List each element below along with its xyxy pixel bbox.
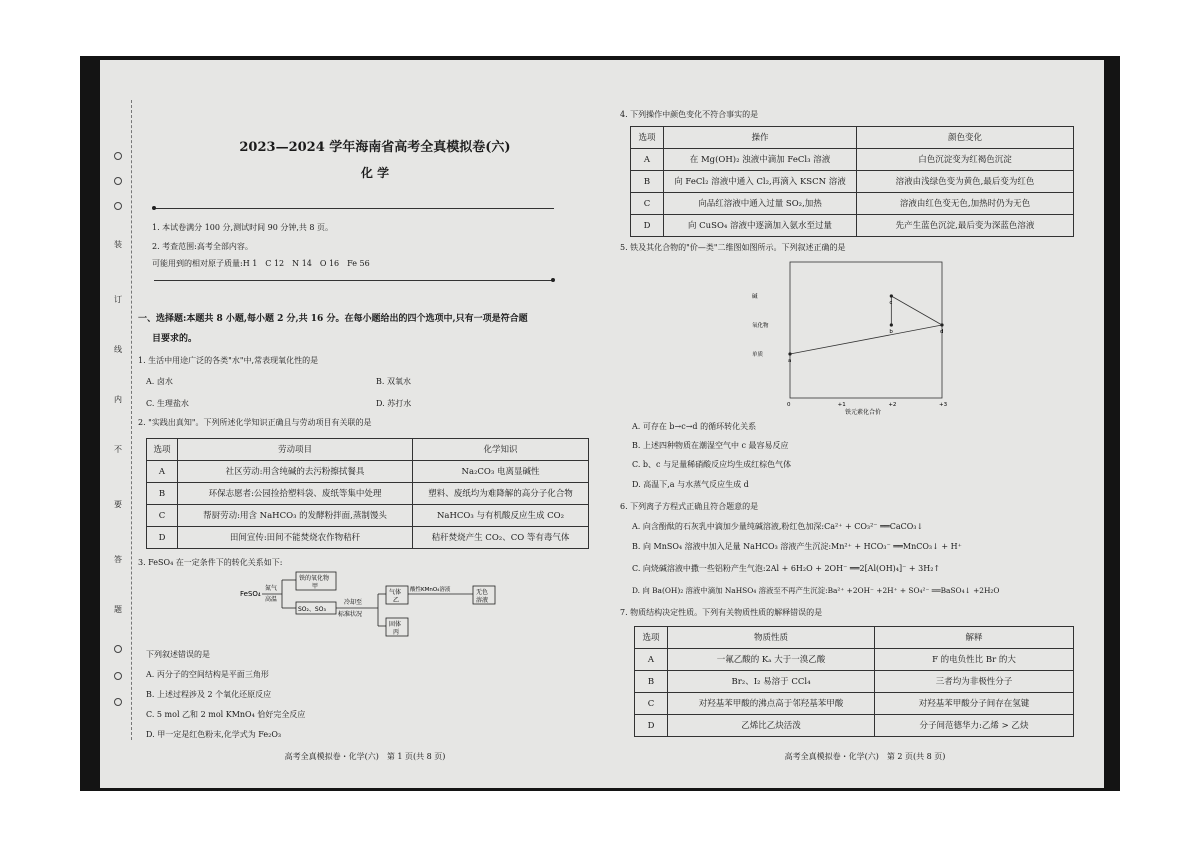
flow-box3-label: 气体	[389, 589, 402, 596]
note-1: 1. 本试卷满分 100 分,测试时间 90 分钟,共 8 页。	[152, 223, 334, 232]
q3-option-d: D. 甲一定是红色粉末,化学式为 Fe₂O₃	[146, 730, 282, 739]
table-row	[635, 671, 1074, 693]
binding-char: 内	[114, 395, 122, 404]
chart-point-label: b	[889, 329, 893, 335]
table-cell: C	[631, 193, 664, 215]
chart-y-tick-label: 氧化物	[752, 323, 769, 329]
table-header-row	[635, 627, 1074, 649]
flow-cond3: 酸性KMnO₄溶液	[410, 587, 451, 593]
q5-stem: 5. 铁及其化合物的"价—类"二维图如图所示。下列叙述正确的是	[620, 243, 846, 252]
table-header: 选项	[147, 439, 178, 461]
notes-dot	[551, 278, 555, 282]
q6-option-c: C. 向烧碱溶液中撒一些铝粉产生气泡:2Al + 6H₂O + 2OH⁻ ══2[Al(OH)₄]⁻ + 3H₂↑	[632, 564, 941, 573]
flow-box4-label: 无色	[476, 589, 489, 596]
table-cell: D	[635, 715, 668, 737]
flow-box1-label: 铁的氧化物	[299, 575, 330, 582]
q5-option-c: C. b、c 与足量稀硝酸反应均生成红棕色气体	[632, 460, 792, 469]
table-row	[631, 193, 1074, 215]
table-cell: 环保志愿者:公园捡拾塑料袋、废纸等集中处理	[178, 483, 413, 505]
binding-hole	[114, 152, 122, 160]
table-cell: 帮厨劳动:用含 NaHCO₃ 的发酵粉拌面,蒸制馒头	[178, 505, 413, 527]
table-row	[631, 215, 1074, 237]
chart-y-tick-label: 单质	[752, 352, 764, 358]
table-row	[635, 649, 1074, 671]
section-heading-cont: 目要求的。	[152, 334, 198, 344]
q5-option-b: B. 上述四种物质在潮湿空气中 c 最容易反应	[632, 441, 789, 450]
binding-line	[131, 100, 132, 740]
table-header: 化学知识	[413, 439, 589, 461]
q6-option-a: A. 向含酚酞的石灰乳中滴加少量纯碱溶液,粉红色加深:Ca²⁺ + CO₃²⁻ ══CaCO₃↓	[632, 522, 924, 531]
chart-link-line	[790, 325, 942, 354]
table-header: 劳动项目	[178, 439, 413, 461]
table-cell: 田间宣传:田间不能焚烧农作物秸秆	[178, 527, 413, 549]
table-row	[635, 715, 1074, 737]
flow-cond1: 氮气	[265, 585, 278, 592]
chart-point-a	[788, 352, 791, 355]
table-cell: D	[147, 527, 178, 549]
exam-sheet	[100, 60, 1104, 788]
binding-char: 订	[114, 295, 122, 304]
q1-option-d: D. 苏打水	[376, 399, 412, 408]
table-cell: D	[631, 215, 664, 237]
notes-dot	[152, 206, 156, 210]
exam-title: 2023—2024 学年海南省高考全真模拟卷(六)	[239, 140, 511, 155]
q4-table	[630, 126, 1074, 237]
chart-point-label: c	[889, 300, 893, 306]
q1-options	[146, 399, 411, 409]
table-cell: F 的电负性比 Br 的大	[875, 649, 1074, 671]
section-heading: 一、选择题:本题共 8 小题,每小题 2 分,共 16 分。在每小题给出的四个选项中,只有一项是符合题	[138, 314, 528, 324]
table-row	[631, 171, 1074, 193]
table-header-row	[631, 127, 1074, 149]
binding-hole	[114, 177, 122, 185]
q3-option-b: B. 上述过程涉及 2 个氧化还原反应	[146, 690, 272, 699]
table-cell: A	[631, 149, 664, 171]
table-cell: A	[147, 461, 178, 483]
table-cell: 三者均为非极性分子	[875, 671, 1074, 693]
chart-point-label: a	[788, 358, 792, 364]
q5-valence-class-chart	[750, 256, 955, 416]
table-cell: 对羟基苯甲酸分子间存在氢键	[875, 693, 1074, 715]
table-header-row	[147, 439, 589, 461]
table-header: 颜色变化	[857, 127, 1074, 149]
table-cell: B	[631, 171, 664, 193]
footer-right: 高考全真模拟卷・化学(六) 第 2 页(共 8 页)	[784, 752, 946, 761]
chart-x-tick-label: +3	[939, 402, 948, 408]
binding-hole	[114, 202, 122, 210]
table-cell: C	[635, 693, 668, 715]
q4-stem: 4. 下列操作中颜色变化不符合事实的是	[620, 110, 759, 119]
table-cell: 先产生蓝色沉淀,最后变为深蓝色溶液	[857, 215, 1074, 237]
table-header: 物质性质	[668, 627, 875, 649]
table-header: 解释	[875, 627, 1074, 649]
binding-hole	[114, 645, 122, 653]
q1-option-a: A. 卤水	[146, 377, 173, 386]
table-header: 选项	[635, 627, 668, 649]
chart-point-d	[940, 323, 943, 326]
chart-x-tick-label: +1	[837, 402, 846, 408]
table-cell: 向品红溶液中通入过量 SO₂,加热	[664, 193, 857, 215]
q7-table	[634, 626, 1074, 737]
flow-box1-sub: 甲	[312, 583, 319, 590]
q3-option-c: C. 5 mol 乙和 2 mol KMnO₄ 恰好完全反应	[146, 710, 306, 719]
q7-stem: 7. 物质结构决定性质。下列有关物质性质的解释错误的是	[620, 608, 823, 617]
table-row	[631, 149, 1074, 171]
note-2: 2. 考查范围:高考全部内容。	[152, 242, 253, 251]
q1-stem: 1. 生活中用途广泛的各类"水"中,常表现氧化性的是	[138, 356, 319, 365]
chart-point-b	[890, 323, 893, 326]
table-cell: NaHCO₃ 与有机酸反应生成 CO₂	[413, 505, 589, 527]
table-row	[147, 483, 589, 505]
flow-box2-label: SO₂、SO₃	[298, 606, 326, 613]
q1-option-c: C. 生理盐水	[146, 399, 189, 408]
table-cell: A	[635, 649, 668, 671]
binding-char: 线	[114, 345, 122, 354]
table-cell: Na₂CO₃ 电离显碱性	[413, 461, 589, 483]
binding-margin	[100, 60, 140, 788]
q1-option-b: B. 双氧水	[376, 377, 411, 386]
binding-hole	[114, 698, 122, 706]
table-cell: 社区劳动:用含纯碱的去污粉擦拭餐具	[178, 461, 413, 483]
table-cell: B	[147, 483, 178, 505]
table-row	[147, 505, 589, 527]
chart-point-c	[890, 294, 893, 297]
table-cell: 乙烯比乙炔活泼	[668, 715, 875, 737]
chart-x-tick-label: +2	[888, 402, 897, 408]
q6-option-b: B. 向 MnSO₄ 溶液中加入足量 NaHCO₃ 溶液产生沉淀:Mn²⁺ + HCO₃⁻ ══MnCO₃↓ + H⁺	[632, 542, 962, 551]
q3-option-a: A. 丙分子的空间结构是平面三角形	[146, 670, 269, 679]
q3-stem: 3. FeSO₄ 在一定条件下的转化关系如下:	[138, 558, 283, 567]
flow-box3-sub: 乙	[393, 597, 400, 604]
chart-x-tick-label: 0	[787, 402, 791, 408]
binding-char: 装	[114, 240, 122, 249]
table-cell: 分子间范德华力:乙烯 > 乙炔	[875, 715, 1074, 737]
table-header: 选项	[631, 127, 664, 149]
q2-table	[146, 438, 589, 549]
q5-option-a: A. 可存在 b→c→d 的循环转化关系	[632, 422, 757, 431]
exam-subject: 化 学	[360, 166, 390, 180]
q3-lead: 下列叙述错误的是	[146, 650, 210, 659]
table-row	[635, 693, 1074, 715]
binding-char: 题	[114, 605, 122, 614]
table-cell: B	[635, 671, 668, 693]
note-3: 可能用到的相对原子质量:H 1 C 12 N 14 O 16 Fe 56	[152, 259, 370, 268]
q6-stem: 6. 下列离子方程式正确且符合题意的是	[620, 502, 759, 511]
binding-char: 不	[114, 445, 122, 454]
chart-point-label: d	[940, 329, 944, 335]
binding-hole	[114, 672, 122, 680]
table-cell: 对羟基苯甲酸的沸点高于邻羟基苯甲酸	[668, 693, 875, 715]
binding-char: 答	[114, 555, 122, 564]
notes-rule-top	[154, 208, 554, 209]
table-cell: 向 CuSO₄ 溶液中逐滴加入氨水至过量	[664, 215, 857, 237]
flow-cond2b: 标准状况	[338, 611, 363, 618]
q5-option-d: D. 高温下,a 与水蒸气反应生成 d	[632, 480, 749, 489]
flow-start: FeSO₄	[240, 590, 261, 598]
footer-left: 高考全真模拟卷・化学(六) 第 1 页(共 8 页)	[284, 752, 446, 761]
table-header: 操作	[664, 127, 857, 149]
notes-rule-bottom	[154, 280, 554, 281]
q1-options	[146, 377, 411, 387]
table-cell: 白色沉淀变为红褐色沉淀	[857, 149, 1074, 171]
table-cell: 溶液由浅绿色变为黄色,最后变为红色	[857, 171, 1074, 193]
flow-box5-label: 固体	[389, 621, 402, 628]
table-cell: 溶液由红色变无色,加热时仍为无色	[857, 193, 1074, 215]
table-cell: 在 Mg(OH)₂ 浊液中滴加 FeCl₃ 溶液	[664, 149, 857, 171]
table-row	[147, 527, 589, 549]
flow-cond2: 冷却至	[344, 599, 363, 606]
chart-frame	[790, 262, 942, 398]
table-cell: C	[147, 505, 178, 527]
flow-cond1b: 高温	[265, 596, 278, 603]
q3-flow-diagram	[238, 570, 508, 642]
table-cell: 秸秆焚烧产生 CO₂、CO 等有毒气体	[413, 527, 589, 549]
q2-stem: 2. "实践出真知"。下列所述化学知识正确且与劳动项目有关联的是	[138, 418, 372, 427]
chart-xlabel: 铁元素化合价	[845, 409, 882, 416]
binding-char: 要	[114, 500, 122, 509]
flow-box4-sub: 溶液	[476, 597, 489, 604]
chart-y-tick-label: 碱	[752, 294, 758, 300]
chart-link-line	[891, 296, 942, 325]
table-cell: 一氟乙酸的 Kₐ 大于一溴乙酸	[668, 649, 875, 671]
table-row	[147, 461, 589, 483]
q6-option-d: D. 向 Ba(OH)₂ 溶液中滴加 NaHSO₄ 溶液至不再产生沉淀:Ba²⁺ +2OH⁻ +2H⁺ + SO₄²⁻ ══BaSO₄↓ +2H₂O	[632, 586, 1000, 595]
flow-box5-sub: 丙	[393, 629, 400, 636]
table-cell: 塑料、废纸均为难降解的高分子化合物	[413, 483, 589, 505]
table-cell: 向 FeCl₂ 溶液中通入 Cl₂,再滴入 KSCN 溶液	[664, 171, 857, 193]
table-cell: Br₂、I₂ 易溶于 CCl₄	[668, 671, 875, 693]
